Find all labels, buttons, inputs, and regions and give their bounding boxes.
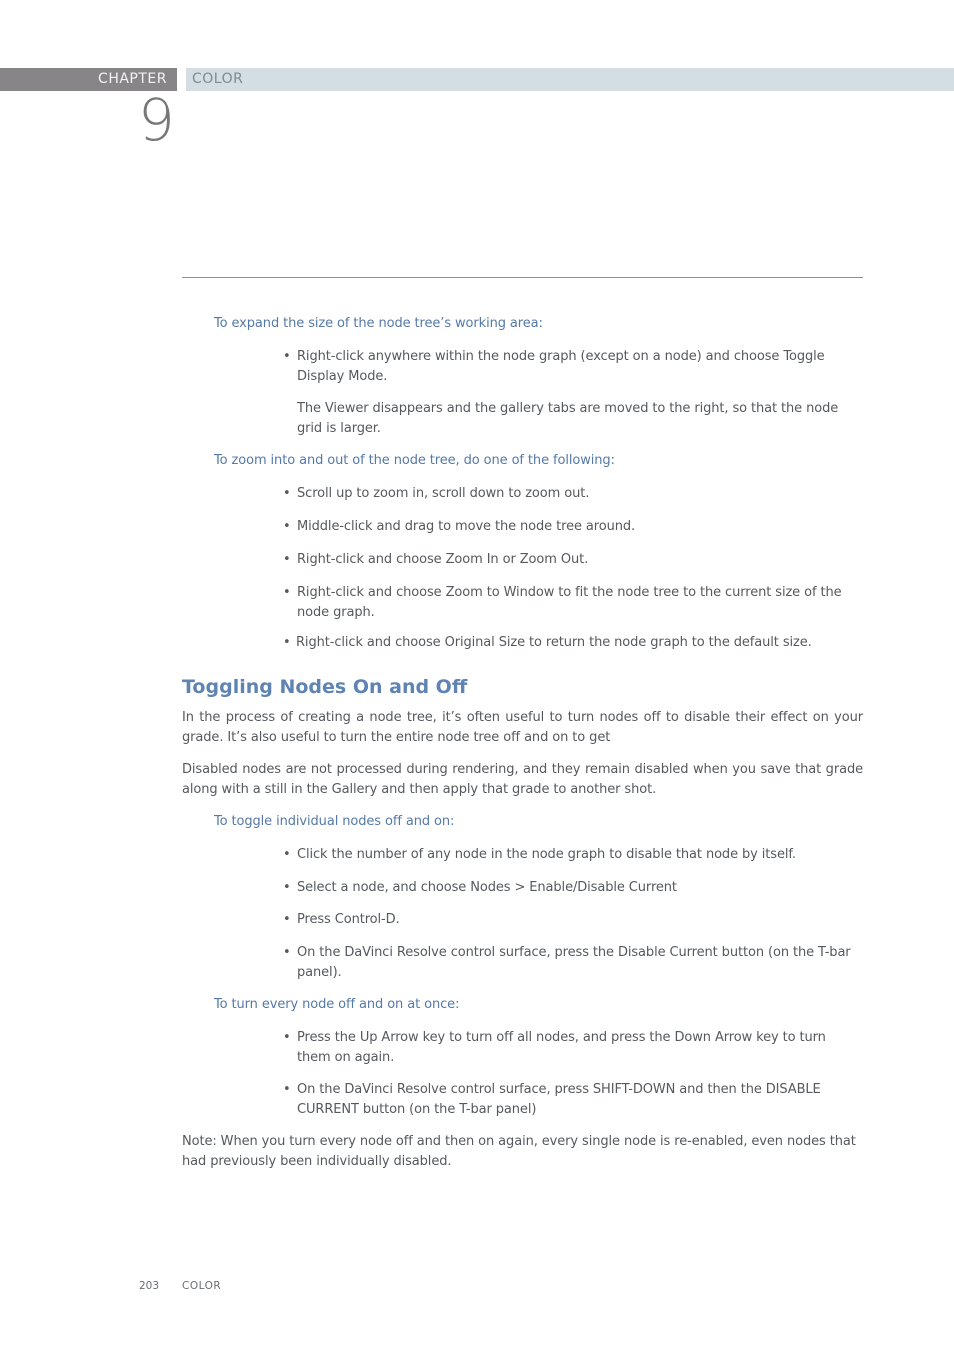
chapter-title-band [186, 68, 954, 91]
body-paragraph: In the process of creating a node tree, it’s often useful to turn nodes off to disable their effect on your grade. It’s also useful to turn the entire node tree off and on to get [182, 710, 863, 745]
list-item-text: Right-click anywhere within the node graph (except on a node) and choose Toggle Display Mode. [297, 349, 825, 384]
body-paragraph: Disabled nodes are not processed during rendering, and they remain disabled when you save that grade along with a still in the Gallery and then apply that grade to another shot. [182, 762, 863, 797]
expand-lead: To expand the size of the node tree’s working area: [214, 316, 543, 331]
list-item-text: On the DaVinci Resolve control surface, press SHIFT-DOWN and then the DISABLE CURRENT button (on the T-bar panel) [297, 1082, 821, 1117]
list-item-text: Right-click and choose Original Size to return the node graph to the default size. [296, 635, 812, 650]
list-item [283, 550, 857, 570]
bullet-glyph: • [283, 486, 291, 501]
once-lead: To turn every node off and on at once: [214, 997, 460, 1012]
list-item [283, 517, 857, 537]
section-heading: Toggling Nodes On and Off [182, 676, 468, 698]
zoom-lead: To zoom into and out of the node tree, do one of the following: [214, 453, 615, 468]
list-item-text: Press Control-D. [297, 912, 400, 927]
list-item-text: On the DaVinci Resolve control surface, press the Disable Current button (on the T-bar panel). [297, 945, 851, 980]
list-item [283, 1080, 857, 1119]
list-item-text: Middle-click and drag to move the node tree around. [297, 519, 636, 534]
list-item [283, 484, 857, 504]
list-item [283, 845, 857, 865]
bullet-glyph: • [283, 635, 291, 650]
header-rule [182, 277, 863, 278]
bullet-glyph: • [283, 880, 291, 895]
list-item-text: Right-click and choose Zoom to Window to fit the node tree to the current size of the node graph. [297, 585, 842, 620]
bullet-glyph: • [283, 912, 291, 927]
list-item [283, 910, 857, 930]
list-item-text: Right-click and choose Zoom In or Zoom Out. [297, 552, 589, 567]
bullet-glyph: • [283, 552, 291, 567]
bullet-glyph: • [283, 1030, 291, 1045]
bullet-glyph: • [283, 519, 291, 534]
bullet-glyph: • [283, 349, 291, 364]
list-item [283, 583, 857, 622]
list-item [283, 943, 857, 982]
toggle-lead: To toggle individual nodes off and on: [214, 814, 455, 829]
list-item-text: Press the Up Arrow key to turn off all nodes, and press the Down Arrow key to turn them on again. [297, 1030, 826, 1065]
bullet-glyph: • [283, 945, 291, 960]
chapter-title: COLOR [192, 71, 244, 87]
chapter-label: CHAPTER [98, 71, 167, 87]
list-item [283, 633, 862, 653]
list-item-text: Select a node, and choose Nodes > Enable/Disable Current [297, 880, 677, 895]
list-item [283, 1028, 857, 1067]
note-paragraph: Note: When you turn every node off and then on again, every single node is re-enabled, even nodes that had previously been individually disabled. [182, 1134, 856, 1169]
list-item [283, 878, 857, 898]
chapter-number: 9 [138, 86, 175, 154]
expand-note: The Viewer disappears and the gallery tabs are moved to the right, so that the node grid is larger. [297, 401, 839, 436]
footer-title: COLOR [182, 1280, 222, 1292]
page-number: 203 [139, 1280, 160, 1292]
bullet-glyph: • [283, 585, 291, 600]
bullet-glyph: • [283, 847, 291, 862]
list-item [283, 347, 857, 386]
list-item-text: Scroll up to zoom in, scroll down to zoom out. [297, 486, 590, 501]
bullet-glyph: • [283, 1082, 291, 1097]
list-item-text: Click the number of any node in the node graph to disable that node by itself. [297, 847, 796, 862]
